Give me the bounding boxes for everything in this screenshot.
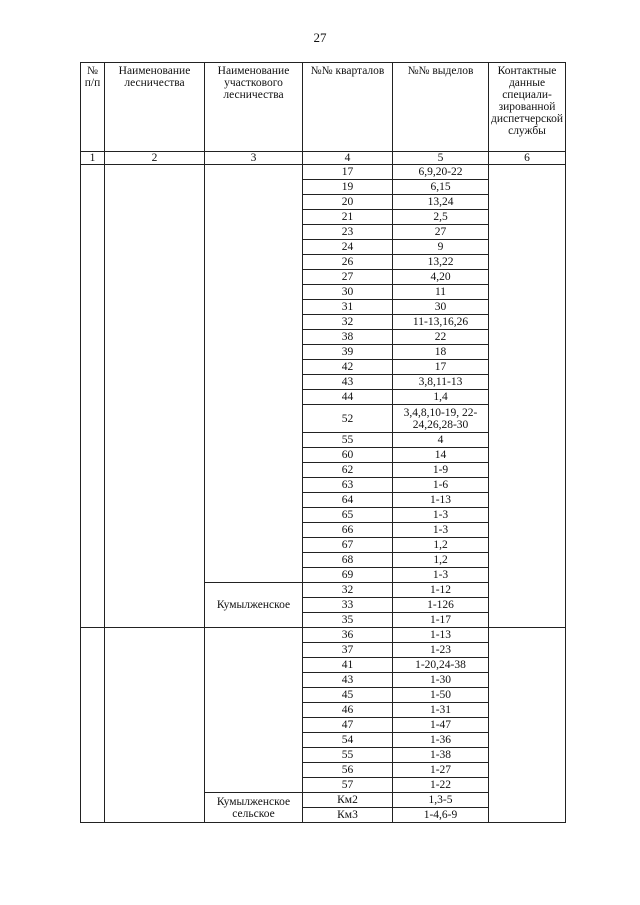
section-cell: 1-9: [393, 463, 489, 478]
section-cell: 1-47: [393, 718, 489, 733]
table-body-group-2: [81, 628, 566, 823]
quarter-cell: 63: [303, 478, 393, 493]
quarter-cell: Км3: [303, 808, 393, 823]
section-cell: 14: [393, 448, 489, 463]
quarter-cell: 46: [303, 703, 393, 718]
column-number: 2: [105, 152, 205, 165]
subforestry-cell: [205, 628, 303, 793]
section-cell: 1-36: [393, 733, 489, 748]
quarter-cell: 30: [303, 285, 393, 300]
quarter-cell: 33: [303, 598, 393, 613]
section-cell: 1-50: [393, 688, 489, 703]
quarter-cell: 32: [303, 583, 393, 598]
column-number: 5: [393, 152, 489, 165]
quarter-cell: 52: [303, 405, 393, 433]
quarter-cell: 45: [303, 688, 393, 703]
header-cell: Контактные данные специали-зированной диспетчерской службы: [489, 63, 566, 152]
quarter-cell: 57: [303, 778, 393, 793]
subforestry-cell: Кумылженское: [205, 583, 303, 628]
table-row: [81, 165, 566, 180]
column-number: 4: [303, 152, 393, 165]
forestry-cell: [105, 165, 205, 628]
column-number-row: [81, 152, 566, 165]
section-cell: 1-3: [393, 568, 489, 583]
quarter-cell: 36: [303, 628, 393, 643]
quarter-cell: 43: [303, 673, 393, 688]
section-cell: 22: [393, 330, 489, 345]
section-cell: 1-22: [393, 778, 489, 793]
section-cell: 1-3: [393, 508, 489, 523]
section-cell: 1-4,6-9: [393, 808, 489, 823]
section-cell: 1-20,24-38: [393, 658, 489, 673]
number-cell: [81, 165, 105, 628]
section-cell: 13,24: [393, 195, 489, 210]
column-number: 1: [81, 152, 105, 165]
table-body-group-1: [81, 165, 566, 628]
quarter-cell: 19: [303, 180, 393, 195]
section-cell: 1-27: [393, 763, 489, 778]
quarter-cell: 43: [303, 375, 393, 390]
section-cell: 3,8,11-13: [393, 375, 489, 390]
quarter-cell: 60: [303, 448, 393, 463]
quarter-cell: 23: [303, 225, 393, 240]
section-cell: 18: [393, 345, 489, 360]
header-cell: №№ выделов: [393, 63, 489, 152]
section-cell: 1-13: [393, 493, 489, 508]
section-cell: 1,2: [393, 538, 489, 553]
section-cell: 1-17: [393, 613, 489, 628]
contact-cell: [489, 165, 566, 628]
section-cell: 1-31: [393, 703, 489, 718]
header-cell: Наименование лесничества: [105, 63, 205, 152]
section-cell: 9: [393, 240, 489, 255]
section-cell: 1-13: [393, 628, 489, 643]
section-cell: 1-38: [393, 748, 489, 763]
section-cell: 1-23: [393, 643, 489, 658]
header-cell: №№ кварталов: [303, 63, 393, 152]
quarter-cell: 31: [303, 300, 393, 315]
quarter-cell: 38: [303, 330, 393, 345]
quarter-cell: 26: [303, 255, 393, 270]
section-cell: 13,22: [393, 255, 489, 270]
quarter-cell: 27: [303, 270, 393, 285]
quarter-cell: 24: [303, 240, 393, 255]
forest-quarters-table: [80, 62, 566, 823]
section-cell: 6,15: [393, 180, 489, 195]
quarter-cell: 65: [303, 508, 393, 523]
quarter-cell: 62: [303, 463, 393, 478]
section-cell: 1-12: [393, 583, 489, 598]
contact-cell: [489, 628, 566, 823]
section-cell: 1-3: [393, 523, 489, 538]
section-cell: 27: [393, 225, 489, 240]
header-cell: № п/п: [81, 63, 105, 152]
quarter-cell: 67: [303, 538, 393, 553]
quarter-cell: 66: [303, 523, 393, 538]
quarter-cell: 32: [303, 315, 393, 330]
quarter-cell: 44: [303, 390, 393, 405]
section-cell: 1-30: [393, 673, 489, 688]
section-cell: 1,4: [393, 390, 489, 405]
section-cell: 1,3-5: [393, 793, 489, 808]
number-cell: [81, 628, 105, 823]
section-cell: 1-126: [393, 598, 489, 613]
column-number: 6: [489, 152, 566, 165]
section-cell: 11-13,16,26: [393, 315, 489, 330]
quarter-cell: 42: [303, 360, 393, 375]
quarter-cell: 20: [303, 195, 393, 210]
quarter-cell: 69: [303, 568, 393, 583]
quarter-cell: Км2: [303, 793, 393, 808]
section-cell: 4,20: [393, 270, 489, 285]
quarter-cell: 54: [303, 733, 393, 748]
subforestry-cell: [205, 165, 303, 583]
section-cell: 6,9,20-22: [393, 165, 489, 180]
quarter-cell: 41: [303, 658, 393, 673]
quarter-cell: 55: [303, 748, 393, 763]
quarter-cell: 37: [303, 643, 393, 658]
quarter-cell: 56: [303, 763, 393, 778]
section-cell: 1-6: [393, 478, 489, 493]
quarter-cell: 21: [303, 210, 393, 225]
header-row: [81, 63, 566, 152]
section-cell: 2,5: [393, 210, 489, 225]
subforestry-cell: Кумылженское сельское: [205, 793, 303, 823]
section-cell: 17: [393, 360, 489, 375]
column-number: 3: [205, 152, 303, 165]
quarter-cell: 17: [303, 165, 393, 180]
quarter-cell: 55: [303, 433, 393, 448]
quarter-cell: 68: [303, 553, 393, 568]
section-cell: 4: [393, 433, 489, 448]
quarter-cell: 64: [303, 493, 393, 508]
header-cell: Наименование участкового лесничества: [205, 63, 303, 152]
section-cell: 30: [393, 300, 489, 315]
forestry-cell: [105, 628, 205, 823]
table-row: [81, 628, 566, 643]
section-cell: 3,4,8,10-19, 22-24,26,28-30: [393, 405, 489, 433]
section-cell: 1,2: [393, 553, 489, 568]
quarter-cell: 35: [303, 613, 393, 628]
section-cell: 11: [393, 285, 489, 300]
quarter-cell: 39: [303, 345, 393, 360]
quarter-cell: 47: [303, 718, 393, 733]
page-number: 27: [313, 30, 327, 45]
